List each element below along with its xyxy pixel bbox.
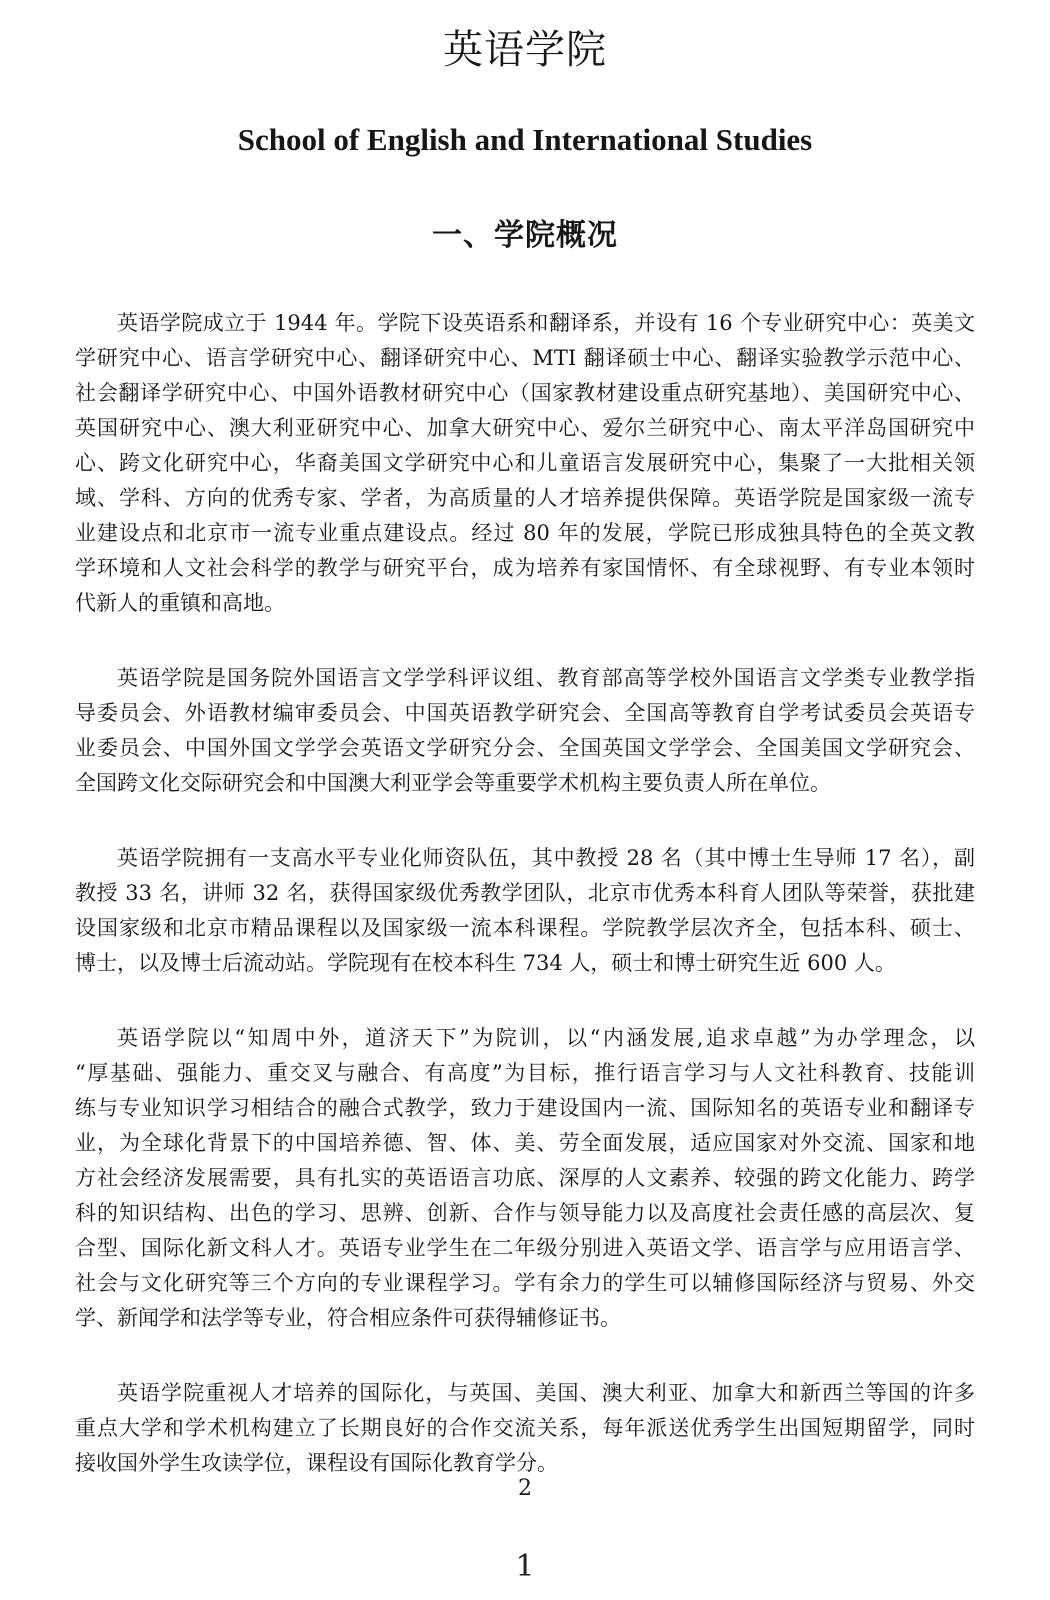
page-number-outer: 1 xyxy=(515,1549,535,1584)
text-line: 全国跨文化交际研究会和中国澳大利亚学会等重要学术机构主要负责人所在单位。 xyxy=(75,771,831,795)
paragraph xyxy=(75,1376,975,1481)
text-line: 业，为全球化背景下的中国培养德、智、体、美、劳全面发展，适应国家对外交流、国家和地 xyxy=(75,1131,975,1155)
page-number-inner: 2 xyxy=(518,1476,532,1501)
text-line: 合型、国际化新文科人才。英语专业学生在二年级分别进入英语文学、语言学与应用语言学、 xyxy=(75,1236,975,1260)
doc-title-zh: 英语学院 xyxy=(443,27,607,73)
text-line: 方社会经济发展需要，具有扎实的英语语言功底、深厚的人文素养、较强的跨文化能力、跨学 xyxy=(75,1166,975,1190)
text-line: 社会与文化研究等三个方向的专业课程学习。学有余力的学生可以辅修国际经济与贸易、外交 xyxy=(75,1271,975,1295)
text-line: 社会翻译学研究中心、中国外语教材研究中心（国家教材建设重点研究基地）、美国研究中心、 xyxy=(75,381,975,405)
text-line: 业建设点和北京市一流专业重点建设点。经过 80 年的发展，学院已形成独具特色的全英文教 xyxy=(75,521,975,545)
text-line: 学环境和人文社会科学的教学与研究平台，成为培养有家国情怀、有全球视野、有专业本领时 xyxy=(75,556,975,580)
doc-title-en: School of English and International Studies xyxy=(237,122,813,157)
paragraph xyxy=(75,306,975,621)
text-line: 英语学院重视人才培养的国际化，与英国、美国、澳大利亚、加拿大和新西兰等国的许多 xyxy=(117,1381,975,1405)
paragraph xyxy=(75,1021,975,1336)
paragraph xyxy=(75,661,975,801)
section-heading: 一、学院概况 xyxy=(432,218,618,253)
text-line: 科的知识结构、出色的学习、思辨、创新、合作与领导能力以及高度社会责任感的高层次、复 xyxy=(75,1201,975,1225)
text-line: 博士，以及博士后流动站。学院现有在校本科生 734 人，硕士和博士研究生近 600 人。 xyxy=(75,951,896,975)
text-line: 英语学院以“知周中外，道济天下”为院训，以“内涵发展,追求卓越”为办学理念，以 xyxy=(117,1026,975,1050)
text-line: 接收国外学生攻读学位，课程设有国际化教育学分。 xyxy=(75,1451,558,1475)
text-line: 导委员会、外语教材编审委员会、中国英语教学研究会、全国高等教育自学考试委员会英语专 xyxy=(75,701,975,725)
text-line: 英语学院成立于 1944 年。学院下设英语系和翻译系，并设有 16 个专业研究中心：英美文 xyxy=(117,311,975,335)
text-line: 英国研究中心、澳大利亚研究中心、加拿大研究中心、爱尔兰研究中心、南太平洋岛国研究中 xyxy=(75,416,975,440)
text-line: 学、新闻学和法学等专业，符合相应条件可获得辅修证书。 xyxy=(75,1306,621,1330)
text-line: 英语学院是国务院外国语言文学学科评议组、教育部高等学校外国语言文学类专业教学指 xyxy=(117,666,975,690)
text-line: 设国家级和北京市精品课程以及国家级一流本科课程。学院教学层次齐全，包括本科、硕士、 xyxy=(75,916,975,940)
paragraph xyxy=(75,841,975,981)
text-line: 练与专业知识学习相结合的融合式教学，致力于建设国内一流、国际知名的英语专业和翻译专 xyxy=(75,1096,975,1120)
text-line: 业委员会、中国外国文学学会英语文学研究分会、全国英国文学学会、全国美国文学研究会、 xyxy=(75,736,975,760)
text-line: 学研究中心、语言学研究中心、翻译研究中心、MTI 翻译硕士中心、翻译实验教学示范中心、 xyxy=(75,346,975,370)
text-line: 代新人的重镇和高地。 xyxy=(75,591,285,615)
text-line: 域、学科、方向的优秀专家、学者，为高质量的人才培养提供保障。英语学院是国家级一流专 xyxy=(75,486,975,510)
text-line: 重点大学和学术机构建立了长期良好的合作交流关系，每年派送优秀学生出国短期留学，同时 xyxy=(75,1416,975,1440)
text-line: 英语学院拥有一支高水平专业化师资队伍，其中教授 28 名（其中博士生导师 17 名），副 xyxy=(117,846,975,870)
document-body xyxy=(75,306,975,1481)
text-line: 心、跨文化研究中心，华裔美国文学研究中心和儿童语言发展研究中心，集聚了一大批相关领 xyxy=(75,451,975,475)
text-line: 教授 33 名，讲师 32 名，获得国家级优秀教学团队，北京市优秀本科育人团队等荣誉，获批建 xyxy=(75,881,975,905)
text-line: “厚基础、强能力、重交叉与融合、有高度”为目标，推行语言学习与人文社科教育、技能训 xyxy=(75,1061,975,1085)
